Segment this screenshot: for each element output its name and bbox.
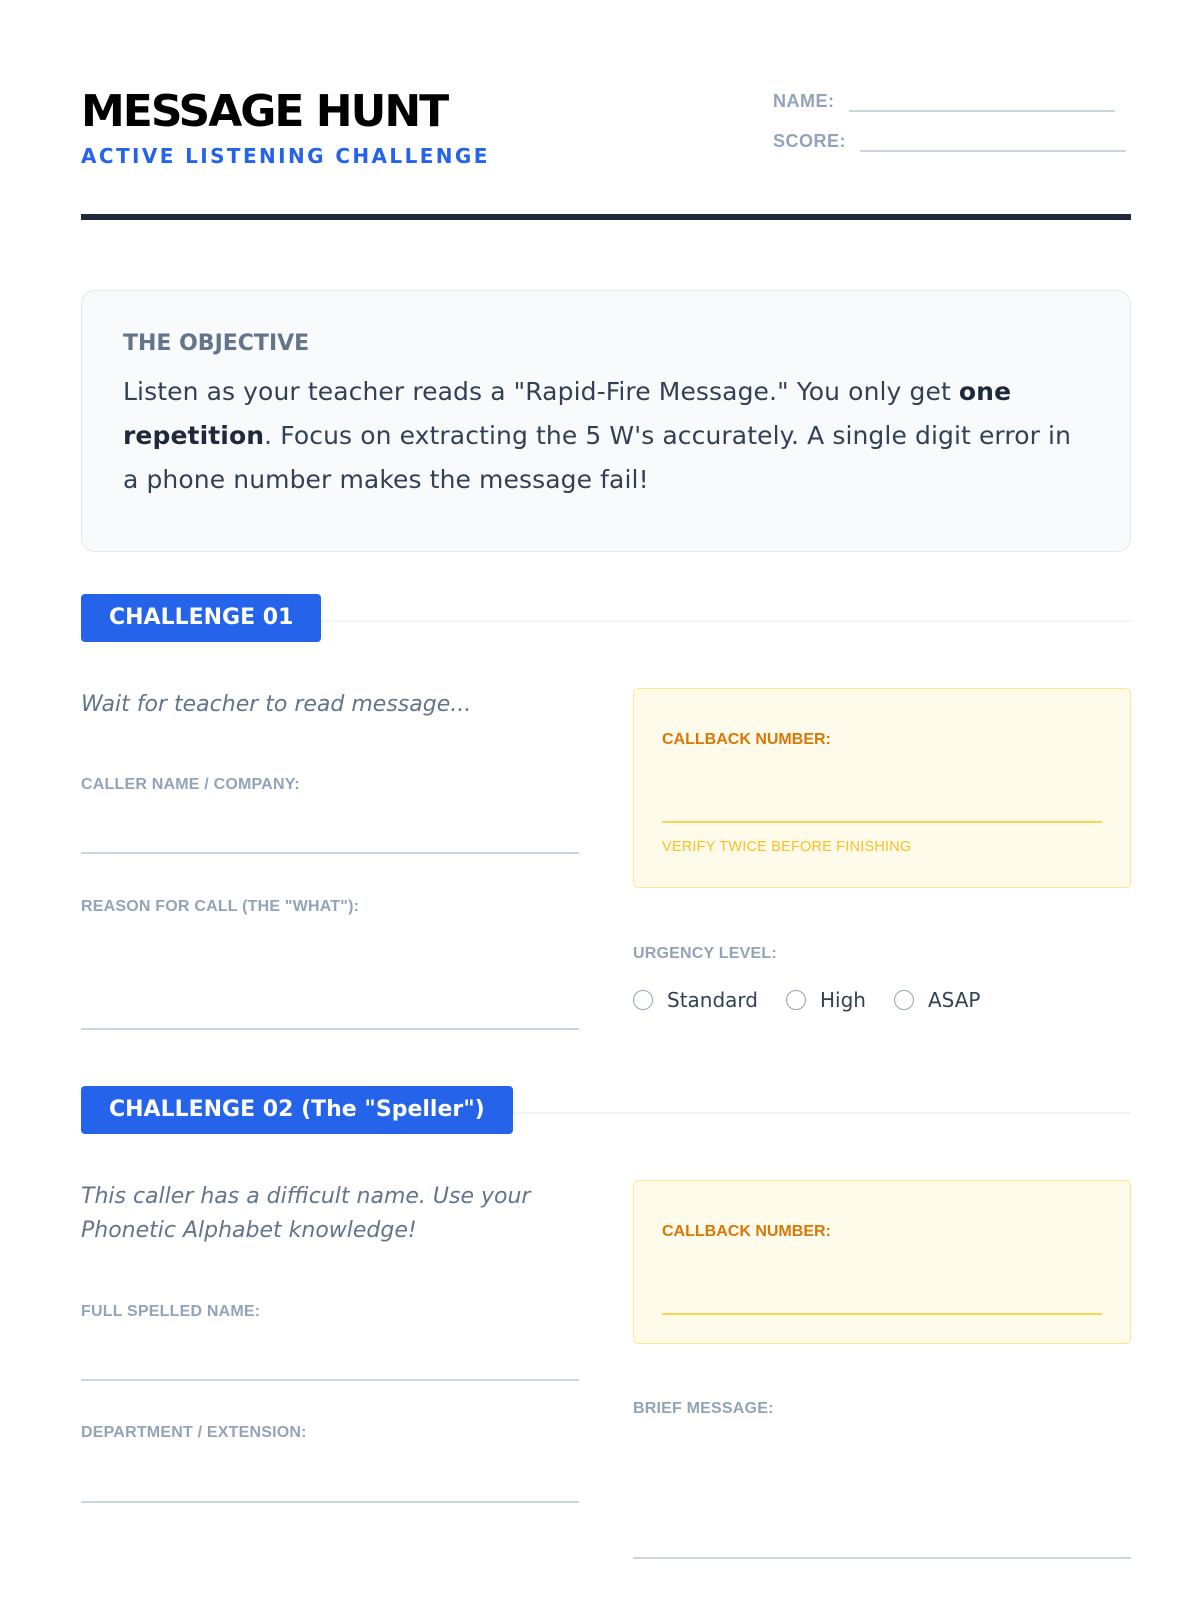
caller-name-field[interactable]	[81, 852, 579, 854]
challenge-01-note: Wait for teacher to read message...	[81, 692, 472, 717]
department-label: DEPARTMENT / EXTENSION:	[81, 1424, 307, 1441]
urgency-option-label: High	[820, 988, 866, 1012]
challenge-01-badge: CHALLENGE 01	[81, 594, 321, 642]
header-divider	[81, 214, 1131, 220]
objective-text-part: Listen as your teacher reads a "Rapid-Fire Message." You only get	[123, 377, 959, 406]
score-row	[773, 130, 1126, 152]
reason-field[interactable]	[81, 1028, 579, 1030]
name-field[interactable]	[849, 90, 1115, 112]
urgency-option-label: ASAP	[927, 988, 981, 1012]
challenge-02-note: This caller has a difficult name. Use your Phonetic Alphabet knowledge!	[81, 1184, 531, 1243]
score-label: SCORE:	[773, 131, 847, 151]
reason-label: REASON FOR CALL (THE "WHAT"):	[81, 898, 360, 915]
name-row	[773, 90, 1115, 112]
objective-box	[81, 290, 1131, 552]
callback-label: CALLBACK NUMBER:	[662, 1223, 831, 1240]
caller-name-label: CALLER NAME / COMPANY:	[81, 776, 300, 793]
radio-circle-icon	[633, 990, 653, 1010]
urgency-radio-high[interactable]	[786, 988, 866, 1012]
callback-number-field[interactable]	[662, 1313, 1102, 1315]
radio-circle-icon	[786, 990, 806, 1010]
spelled-name-label: FULL SPELLED NAME:	[81, 1303, 261, 1320]
spelled-name-field[interactable]	[81, 1379, 579, 1381]
callback-number-field[interactable]	[662, 821, 1102, 823]
callback-box	[633, 688, 1131, 888]
challenge-01-header	[81, 594, 1131, 642]
department-field[interactable]	[81, 1501, 579, 1503]
urgency-options	[633, 988, 1008, 1012]
urgency-option-label: Standard	[667, 988, 758, 1012]
page-title: MESSAGE HUNT	[81, 86, 448, 137]
page-subtitle: ACTIVE LISTENING CHALLENGE	[81, 144, 490, 168]
callback-label: CALLBACK NUMBER:	[662, 731, 831, 748]
urgency-radio-asap[interactable]	[894, 988, 981, 1012]
urgency-label: URGENCY LEVEL:	[633, 945, 777, 962]
callback-note: VERIFY TWICE BEFORE FINISHING	[662, 839, 912, 855]
name-label: NAME:	[773, 91, 835, 111]
objective-text-bold: one repetition	[123, 377, 1012, 450]
objective-text-part: . Focus on extracting the 5 W's accurately. A single digit error in a phone number makes the message fail!	[123, 421, 1072, 494]
challenge-02-header	[81, 1086, 1131, 1134]
page-header	[81, 86, 1131, 216]
brief-message-label: BRIEF MESSAGE:	[633, 1400, 774, 1417]
brief-message-field[interactable]	[633, 1557, 1131, 1559]
objective-heading: THE OBJECTIVE	[123, 331, 310, 356]
score-field[interactable]	[860, 130, 1126, 152]
challenge-02-badge: CHALLENGE 02 (The "Speller")	[81, 1086, 513, 1134]
callback-box-2	[633, 1180, 1131, 1344]
radio-circle-icon	[894, 990, 914, 1010]
objective-text	[123, 370, 1090, 502]
urgency-radio-standard[interactable]	[633, 988, 758, 1012]
